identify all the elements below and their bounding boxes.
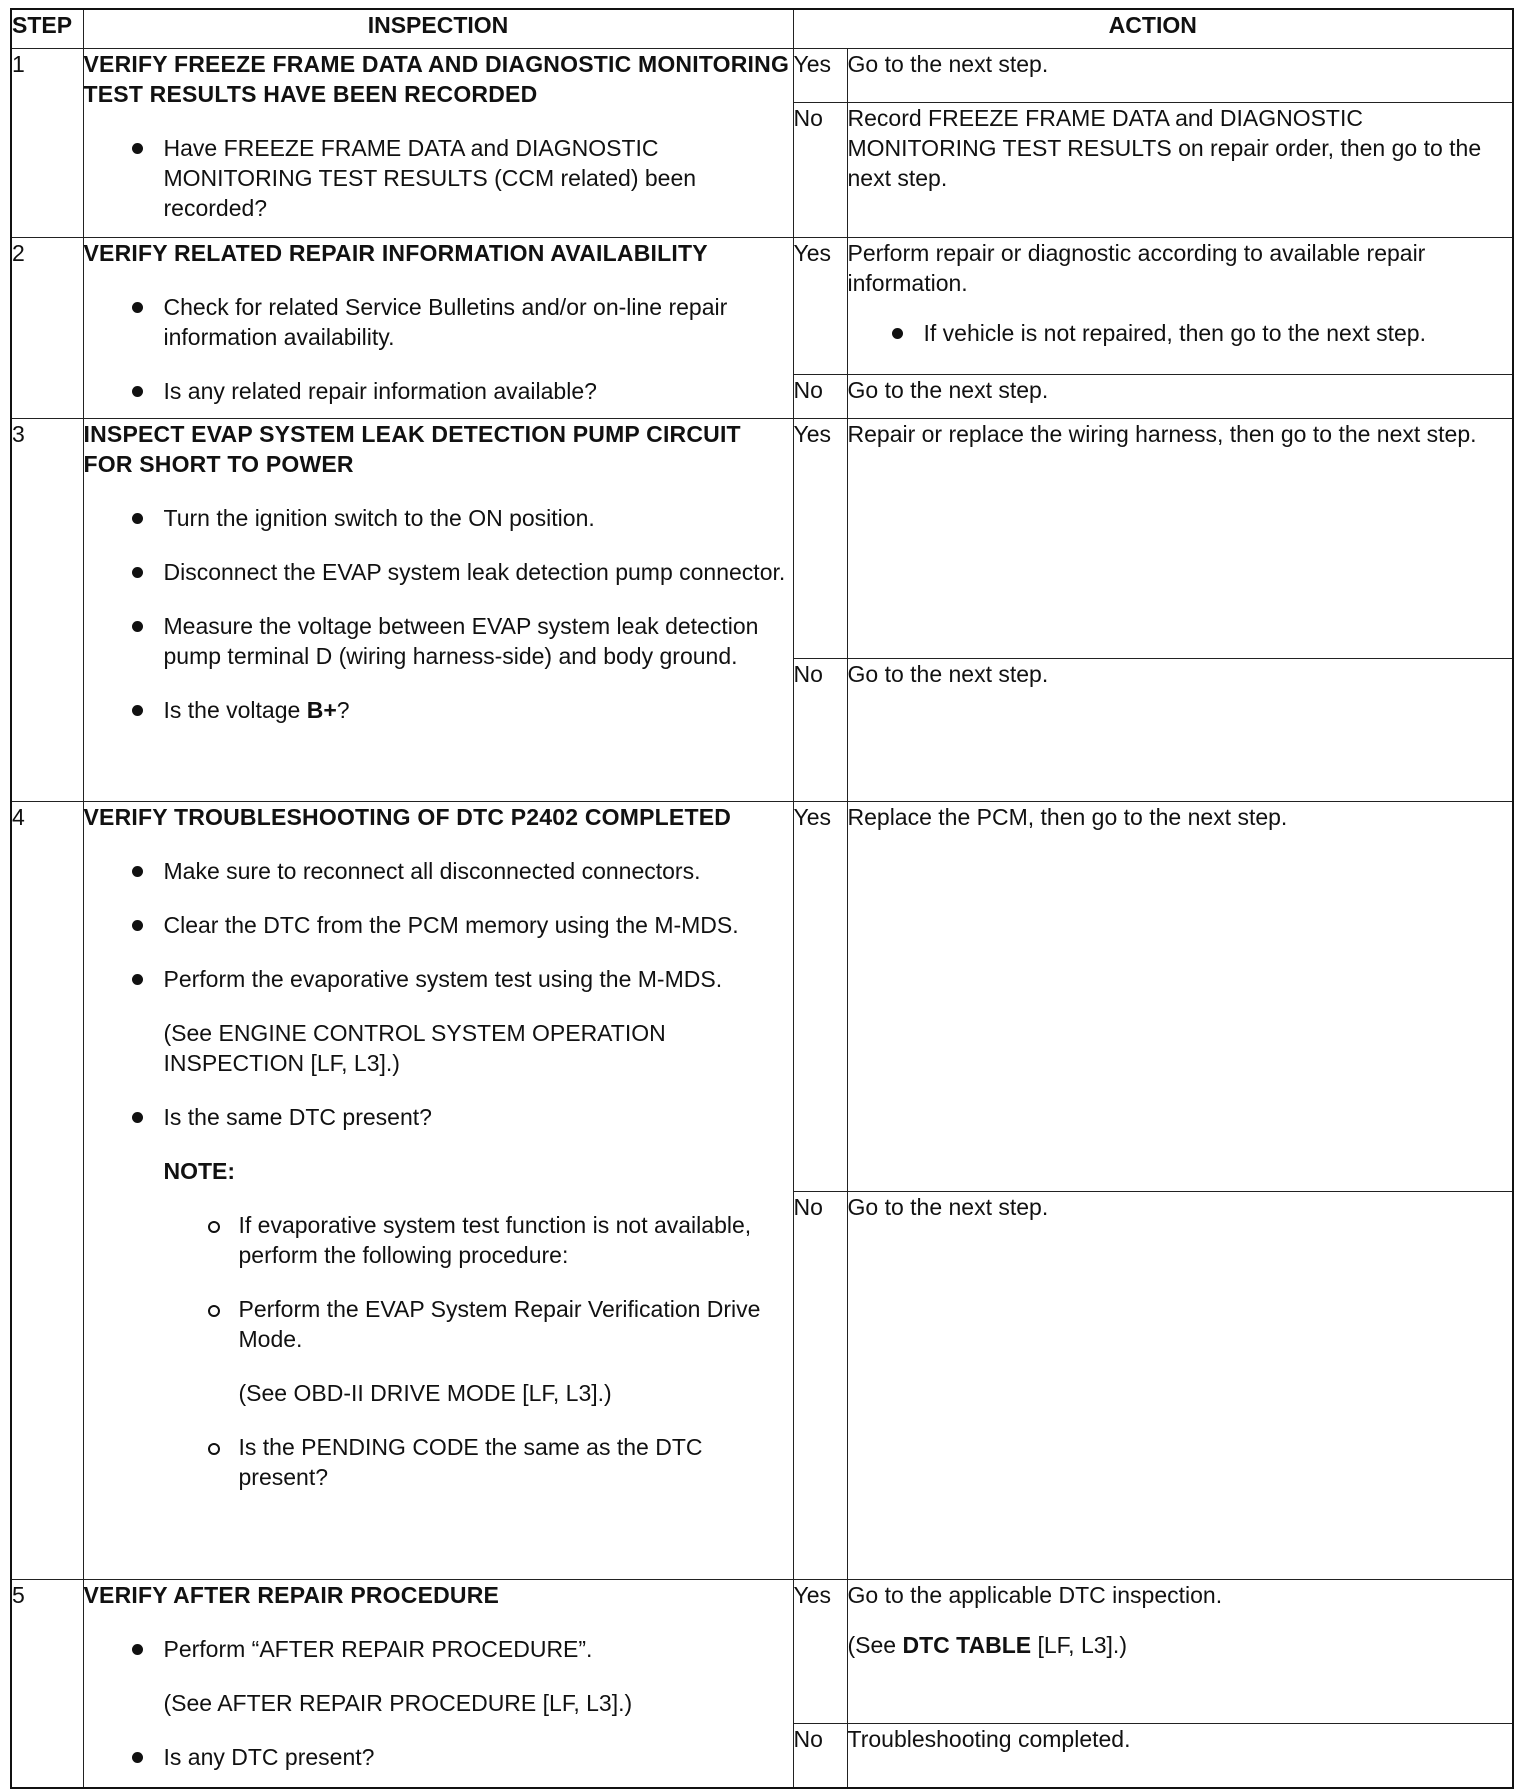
step-heading: INSPECT EVAP SYSTEM LEAK DETECTION PUMP CIRCUIT FOR SHORT TO POWER: [83, 421, 741, 477]
no-label: No: [793, 1724, 847, 1788]
no-action: Go to the next step.: [847, 375, 1513, 419]
no-label: No: [793, 659, 847, 802]
yes-label: Yes: [793, 1580, 847, 1724]
step-heading: VERIFY TROUBLESHOOTING OF DTC P2402 COMPLETED: [83, 804, 732, 830]
no-label: No: [793, 1192, 847, 1580]
yes-action: Perform repair or diagnostic according to available repair information.: [847, 240, 1426, 296]
step-4-inspection: [83, 802, 793, 1580]
no-label: No: [793, 375, 847, 419]
step-number: 3: [11, 419, 83, 802]
list-item: Is any related repair information available?: [84, 376, 793, 406]
no-action: Go to the next step.: [847, 1192, 1513, 1580]
list-item: Clear the DTC from the PCM memory using the M-MDS.: [84, 910, 793, 940]
yes-label: Yes: [793, 49, 847, 103]
bullet-icon: [132, 920, 143, 931]
step-5-yes-row: [11, 1580, 1513, 1724]
action-column-header: ACTION: [793, 9, 1513, 49]
bullet-icon: [132, 513, 143, 524]
reference-text: (See DTC TABLE [LF, L3].): [847, 1632, 1127, 1658]
yes-action-cell: [847, 1580, 1513, 1724]
list-item: Have FREEZE FRAME DATA and DIAGNOSTIC MONITORING TEST RESULTS (CCM related) been recorded?: [84, 133, 793, 223]
step-heading: VERIFY FREEZE FRAME DATA AND DIAGNOSTIC MONITORING TEST RESULTS HAVE BEEN RECORDED: [83, 51, 790, 107]
circle-bullet-icon: [208, 1305, 220, 1317]
list-item: Is the PENDING CODE the same as the DTC present?: [84, 1432, 793, 1492]
step-number: 4: [11, 802, 83, 1580]
bullet-icon: [132, 974, 143, 985]
inspection-column-header: INSPECTION: [83, 9, 793, 49]
bullet-icon: [892, 328, 903, 339]
reference-text: (See OBD-II DRIVE MODE [LF, L3].): [238, 1380, 612, 1406]
list-item: Measure the voltage between EVAP system leak detection pump terminal D (wiring harness-side) and body ground.: [84, 611, 793, 671]
bullet-icon: [132, 1112, 143, 1123]
bullet-icon: [132, 621, 143, 632]
list-item: If evaporative system test function is not available, perform the following procedure:: [84, 1210, 793, 1270]
circle-bullet-icon: [208, 1443, 220, 1455]
list-item: Perform the EVAP System Repair Verification Drive Mode.: [84, 1294, 793, 1354]
yes-action: Replace the PCM, then go to the next step.: [847, 802, 1513, 1192]
yes-action: Go to the applicable DTC inspection.: [847, 1582, 1223, 1608]
yes-action: Go to the next step.: [847, 49, 1513, 103]
list-item: Is any DTC present?: [84, 1742, 793, 1772]
circle-bullet-icon: [208, 1221, 220, 1233]
step-2-inspection: [83, 238, 793, 419]
step-heading: VERIFY AFTER REPAIR PROCEDURE: [83, 1582, 500, 1608]
step-3-yes-row: [11, 419, 1513, 659]
list-item: If vehicle is not repaired, then go to the next step.: [848, 318, 1513, 348]
step-1-inspection: [83, 49, 793, 238]
no-action: Go to the next step.: [847, 659, 1513, 802]
bullet-icon: [132, 567, 143, 578]
bullet-icon: [132, 386, 143, 397]
step-heading: VERIFY RELATED REPAIR INFORMATION AVAILABILITY: [83, 240, 708, 266]
bullet-icon: [132, 866, 143, 877]
reference-text: (See AFTER REPAIR PROCEDURE [LF, L3].): [163, 1690, 633, 1716]
step-1-yes-row: [11, 49, 1513, 103]
yes-action: Repair or replace the wiring harness, then go to the next step.: [847, 419, 1513, 659]
step-4-yes-row: [11, 802, 1513, 1192]
bullet-icon: [132, 705, 143, 716]
step-number: 1: [11, 49, 83, 238]
list-item: Perform “AFTER REPAIR PROCEDURE”.: [84, 1634, 793, 1664]
bullet-icon: [132, 143, 143, 154]
step-2-yes-row: [11, 238, 1513, 375]
no-label: No: [793, 103, 847, 238]
yes-label: Yes: [793, 419, 847, 659]
yes-action-cell: [847, 238, 1513, 375]
step-column-header: STEP: [11, 9, 83, 49]
step-number: 2: [11, 238, 83, 419]
step-5-inspection: [83, 1580, 793, 1788]
diagnostic-table: [10, 8, 1514, 1789]
step-3-inspection: [83, 419, 793, 802]
reference-text: (See ENGINE CONTROL SYSTEM OPERATION INSPECTION [LF, L3].): [163, 1020, 666, 1076]
yes-label: Yes: [793, 802, 847, 1192]
no-action: Troubleshooting completed.: [847, 1724, 1513, 1788]
step-number: 5: [11, 1580, 83, 1788]
list-item: Perform the evaporative system test using the M-MDS.: [84, 964, 793, 994]
yes-label: Yes: [793, 238, 847, 375]
bullet-icon: [132, 1752, 143, 1763]
list-item: Make sure to reconnect all disconnected connectors.: [84, 856, 793, 886]
no-action: Record FREEZE FRAME DATA and DIAGNOSTIC MONITORING TEST RESULTS on repair order, then go to the next step.: [847, 103, 1513, 238]
list-item: Disconnect the EVAP system leak detection pump connector.: [84, 557, 793, 587]
bullet-icon: [132, 1644, 143, 1655]
list-item: Turn the ignition switch to the ON position.: [84, 503, 793, 533]
table-header-row: [11, 9, 1513, 49]
note-label: NOTE:: [163, 1158, 236, 1184]
diagnostic-procedure-sheet: [10, 8, 1512, 1789]
list-item: Is the same DTC present?: [84, 1102, 793, 1132]
list-item: Is the voltage B+?: [84, 695, 793, 725]
list-item: Check for related Service Bulletins and/or on-line repair information availability.: [84, 292, 793, 352]
bullet-icon: [132, 302, 143, 313]
